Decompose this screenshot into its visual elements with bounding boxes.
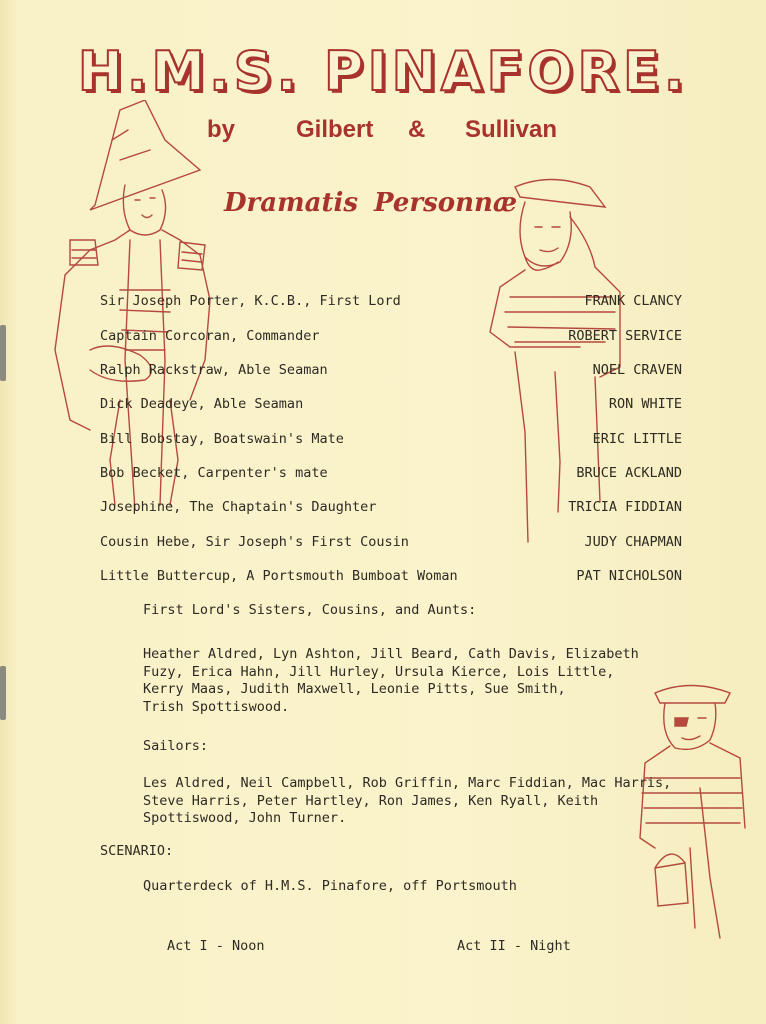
scenario-text: Quarterdeck of H.M.S. Pinafore, off Portsmouth (143, 878, 517, 894)
cast-role: Ralph Rackstraw, Able Seaman (100, 362, 328, 378)
byline-gilbert: Gilbert (296, 116, 374, 143)
sailors-line: Les Aldred, Neil Campbell, Rob Griffin, Marc Fiddian, Mac Harris, (143, 775, 672, 791)
sailors-heading: Sailors: (143, 738, 209, 754)
binding-staple-top (0, 325, 6, 381)
cast-role: Captain Corcoran, Commander (100, 328, 320, 344)
sailors-line: Steve Harris, Peter Hartley, Ron James, Ken Ryall, Keith (143, 792, 599, 809)
chorus-line: Fuzy, Erica Hahn, Jill Hurley, Ursula Kierce, Lois Little, (143, 663, 615, 680)
show-title: H.M.S. PINAFORE. (77, 40, 689, 103)
byline-ampersand: & (408, 116, 426, 143)
cast-role: Josephine, The Chaptain's Daughter (100, 499, 377, 515)
act-one: Act I - Noon (167, 938, 265, 954)
cast-role: Dick Deadeye, Able Seaman (100, 396, 304, 412)
cast-actor: TRICIA FIDDIAN (568, 499, 682, 515)
cast-role: Bill Bobstay, Boatswain's Mate (100, 431, 344, 447)
sailors-line: Spottiswood, John Turner. (143, 810, 347, 826)
cast-role: Sir Joseph Porter, K.C.B., First Lord (100, 293, 401, 309)
chorus-line: Kerry Maas, Judith Maxwell, Leonie Pitts, Sue Smith, (143, 681, 566, 697)
chorus-line: Trish Spottiswood. (143, 698, 290, 715)
chorus-heading: First Lord's Sisters, Cousins, and Aunts: (143, 602, 477, 618)
cast-actor: PAT NICHOLSON (576, 568, 682, 584)
cast-actor: NOEL CRAVEN (592, 362, 682, 378)
cast-actor: JUDY CHAPMAN (584, 534, 682, 550)
cast-actor: ROBERT SERVICE (568, 328, 682, 344)
cast-role: Little Buttercup, A Portsmouth Bumboat Woman (100, 568, 458, 584)
cast-actor: RON WHITE (608, 396, 682, 412)
cast-actor: FRANK CLANCY (584, 293, 682, 309)
sailors-list (143, 775, 671, 828)
heading-personnae: Personnæ (374, 188, 518, 218)
byline-sullivan: Sullivan (465, 116, 558, 143)
scenario-heading: SCENARIO: (100, 843, 174, 859)
cast-actor: ERIC LITTLE (592, 431, 682, 447)
binding-staple-bottom (0, 666, 6, 720)
cast-actor: BRUCE ACKLAND (576, 465, 682, 481)
chorus-list (143, 646, 639, 716)
byline-by: by (207, 116, 236, 143)
act-two: Act II - Night (457, 938, 571, 954)
chorus-line: Heather Aldred, Lyn Ashton, Jill Beard, Cath Davis, Elizabeth (143, 646, 639, 662)
cast-role: Cousin Hebe, Sir Joseph's First Cousin (100, 534, 409, 550)
admiral-sketch (50, 100, 220, 520)
cast-role: Bob Becket, Carpenter's mate (100, 465, 328, 481)
heading-dramatis: Dramatis (224, 188, 358, 218)
